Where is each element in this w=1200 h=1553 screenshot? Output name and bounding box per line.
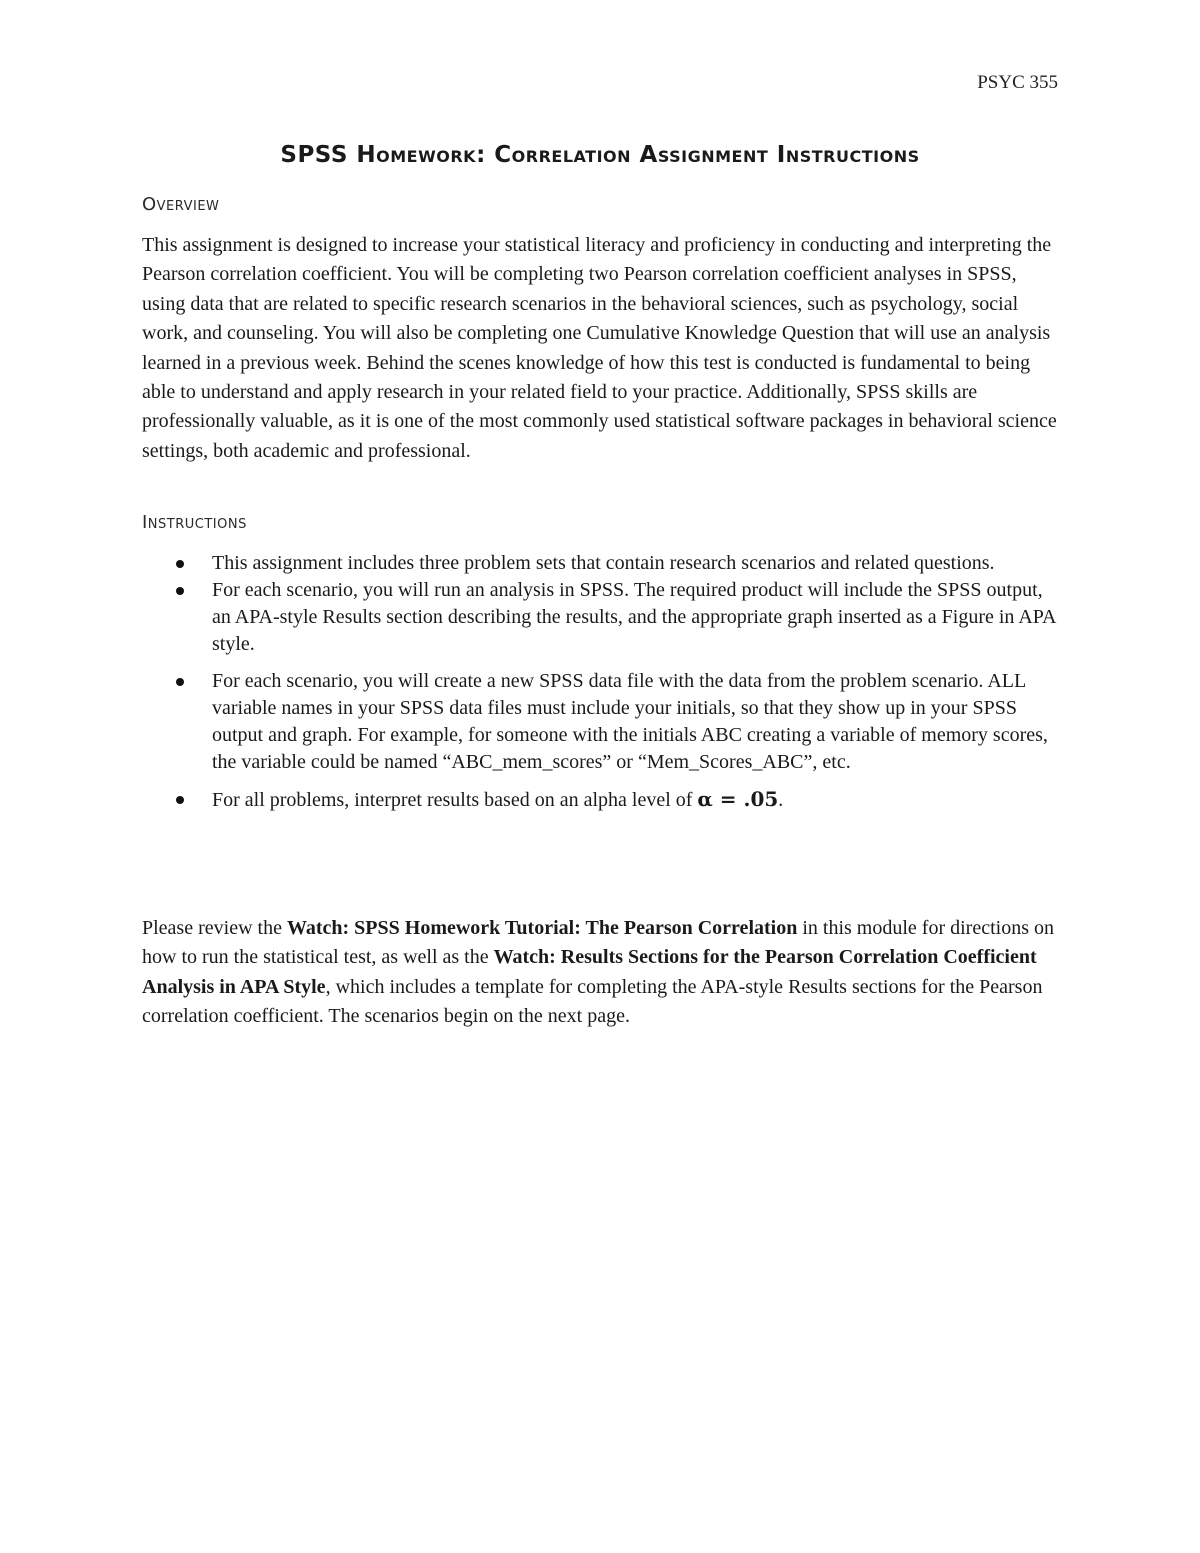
course-code-header: PSYC 355 — [977, 72, 1058, 93]
bullet-icon — [176, 796, 184, 804]
closing-text-2: in this module for directions on how to run the statistical test, as well as the — [142, 917, 1054, 969]
list-item-text: For each scenario, you will run an analysis in SPSS. The required product will include the SPSS output, an APA-style Results section describing the results, and the appropriate graph inserted as a Figure in APA style. — [212, 579, 1056, 655]
bullet-icon — [176, 678, 184, 686]
list-item — [142, 668, 1062, 776]
list-item-text: This assignment includes three problem sets that contain research scenarios and related questions. — [212, 552, 995, 574]
bullet-icon — [176, 587, 184, 595]
instructions-heading: Instructions — [142, 512, 247, 533]
overview-paragraph: This assignment is designed to increase your statistical literacy and proficiency in conducting and interpreting the Pearson correlation coefficient. You will be completing two Pearson correlation coefficient analyses in SPSS, using data that are related to specific research scenarios in the behavioral sciences, such as psychology, social work, and counseling. You will also be completing one Cumulative Knowledge Question that will use an analysis learned in a previous week. Behind the scenes knowledge of how this test is conducted is fundamental to being able to understand and apply research in your related field to your practice. Additionally, SPSS skills are professionally valuable, as it is one of the most commonly used statistical software packages in behavioral science settings, both academic and professional. — [142, 234, 1057, 462]
overview-heading: Overview — [142, 194, 220, 215]
page-title: SPSS Homework: Correlation Assignment Instructions — [280, 142, 920, 168]
list-item — [142, 786, 1062, 814]
instructions-list — [142, 550, 1062, 824]
alpha-suffix: . — [778, 789, 784, 811]
closing-text-3: , which includes a template for completing the APA-style Results sections for the Pearson correlation coefficient. The scenarios begin on the next page. — [142, 975, 1043, 1028]
tutorial-reference: Watch: SPSS Homework Tutorial: The Pearson Correlation — [286, 917, 798, 939]
alpha-level: α = .05 — [697, 787, 779, 811]
list-item — [142, 550, 1062, 577]
closing-text-1: Please review the — [142, 917, 287, 939]
list-item-text: For each scenario, you will create a new SPSS data file with the data from the problem scenario. ALL variable names in your SPSS data files must include your initials, so that they show up in your SPSS output and graph. For example, for someone with the initials ABC creating a variable of memory scores, the variable could be named “ABC_mem_scores” or “Mem_Scores_ABC”, etc. — [212, 670, 1048, 773]
closing-paragraph — [142, 914, 1062, 1032]
list-item — [142, 577, 1062, 658]
list-item-text: For all problems, interpret results based on an alpha level of — [212, 789, 698, 811]
bullet-icon — [176, 560, 184, 568]
results-section-reference: Watch: Results Sections for the Pearson Correlation Coefficient Analysis in APA Style — [142, 946, 1037, 998]
